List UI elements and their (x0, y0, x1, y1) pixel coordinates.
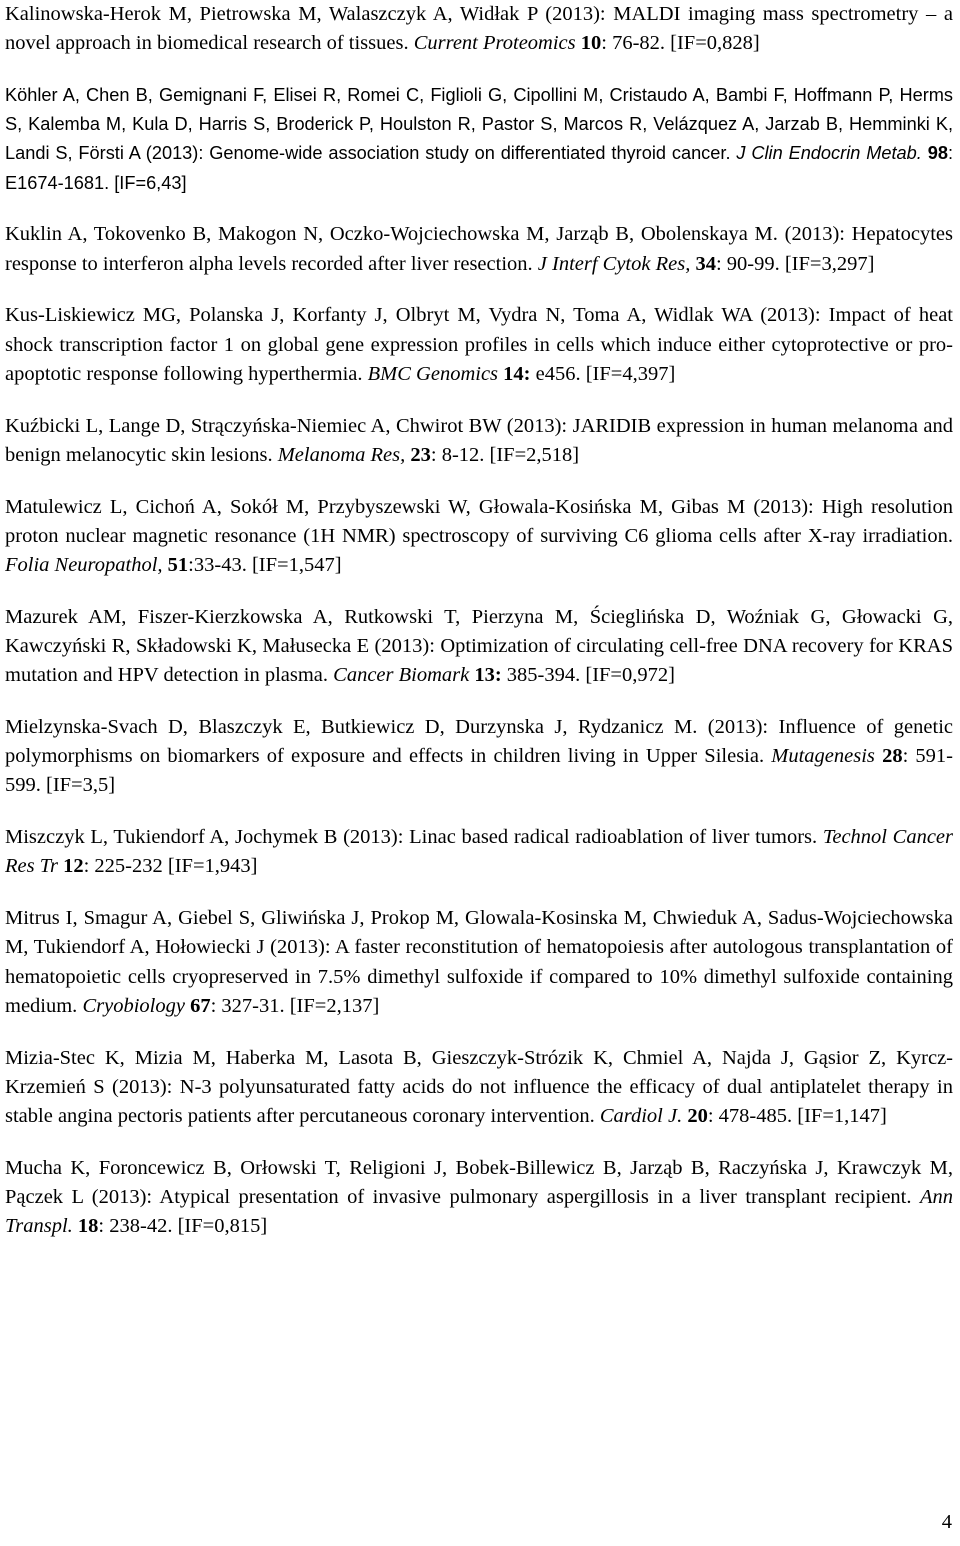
reference-volume: 10 (580, 32, 602, 55)
reference-pages: :33-43. (188, 554, 247, 577)
reference-journal: BMC Genomics (367, 362, 499, 385)
reference-journal: Technol Cancer Res Tr (5, 826, 954, 878)
reference-entry (5, 1044, 953, 1132)
reference-journal: Cryobiology (82, 994, 185, 1017)
reference-impact-factor: [IF=1,547] (251, 554, 342, 577)
reference-authors-title: Mazurek AM, Fiszer-Kierzkowska A, Rutkowski T, Pierzyna M, Ścieglińska D, Woźniak G, Głowacki G, Kawczyński R, Składowski K, Małusecka E (2013): Optimization of circulating cell-free DNA recovery for KRAS mutation and HPV detection in plasma. (5, 605, 953, 687)
reference-entry (5, 823, 953, 881)
reference-entry (5, 412, 953, 470)
reference-pages: e456. (530, 362, 581, 385)
reference-pages: : 478-485. (707, 1105, 793, 1128)
reference-impact-factor: [IF=1,147] (797, 1105, 887, 1128)
reference-volume: 18 (77, 1215, 99, 1238)
reference-entry (5, 1154, 953, 1242)
reference-entry (5, 603, 953, 691)
reference-pages: : 8-12. (430, 443, 485, 466)
reference-impact-factor: [IF=4,397] (585, 362, 676, 385)
reference-authors-title: Matulewicz L, Cichoń A, Sokół M, Przybyszewski W, Głowala-Kosińska M, Gibas M (2013): High resolution proton nuclear magnetic resonance (1H NMR) spectroscopy of surviving C6 glioma cells after X-ray irradiation. (5, 495, 953, 547)
reference-authors-title: Miszczyk L, Tukiendorf A, Jochymek B (2013): Linac based radical radioablation of liver tumors. (5, 826, 818, 849)
reference-impact-factor: [IF=0,828] (670, 32, 760, 55)
reference-entry (5, 904, 953, 1021)
reference-entry (5, 0, 953, 58)
reference-volume: 98 (927, 143, 948, 164)
reference-volume: 28 (882, 745, 903, 768)
reference-volume: 14: (503, 362, 531, 385)
reference-impact-factor: [IF=2,518] (489, 443, 580, 466)
reference-entry (5, 220, 953, 278)
reference-impact-factor: [IF=0,972] (585, 664, 675, 687)
reference-journal: Folia Neuropathol, (5, 554, 163, 577)
reference-impact-factor: [IF=2,137] (289, 994, 380, 1017)
reference-authors-title: Kalinowska-Herok M, Pietrowska M, Walaszczyk A, Widłak P (2013): MALDI imaging mass spectrometry – a novel approach in biomedical research of tissues. (5, 3, 953, 55)
reference-journal: Ann Transpl. (5, 1186, 953, 1238)
reference-authors-title: Köhler A, Chen B, Gemignani F, Elisei R, Romei C, Figlioli G, Cipollini M, Cristaudo A, Bambi F, Hoffmann P, Herms S, Kalemba M, Kula D, Harris S, Broderick P, Houlston R, Pastor S, Marcos R, Velázquez A, Jarzab B, Hemminki K, Landi S, Försti A (2013): Genome-wide association study on differentiated thyroid cancer. (5, 85, 953, 164)
reference-authors-title: Kuźbicki L, Lange D, Strączyńska-Niemiec A, Chwirot BW (2013): JARIDIB expression in human melanoma and benign melanocytic skin lesions. (5, 414, 953, 466)
reference-journal: Mutagenesis (771, 745, 875, 768)
page-number: 4 (941, 1511, 952, 1533)
reference-list (5, 0, 953, 1264)
reference-authors-title: Mucha K, Foroncewicz B, Orłowski T, Religioni J, Bobek-Billewicz B, Jarząb B, Raczyńska J, Krawczyk M, Pączek L (2013): Atypical presentation of invasive pulmonary aspergillosis in a liver transplant recipient. (5, 1156, 953, 1209)
reference-volume: 23 (410, 443, 431, 466)
reference-pages: : 327-31. (210, 994, 285, 1017)
reference-authors-title: Mizia-Stec K, Mizia M, Haberka M, Lasota B, Gieszczyk-Strózik K, Chmiel A, Najda J, Gąsior Z, Kyrcz-Krzemień S (2013): N-3 polyunsaturated fatty acids do not influence the efficacy of dual antiplatelet therapy in stable angina pectoris patients after percutaneous coronary intervention. (5, 1046, 953, 1128)
reference-authors-title: Mitrus I, Smagur A, Giebel S, Gliwińska J, Prokop M, Glowala-Kosinska M, Chwieduk A, Sadus-Wojciechowska M, Tukiendorf A, Hołowiecki J (2013): A faster reconstitution of hematopoiesis after autologous transplantation of hematopoietic cells cryopreserved in 7.5% dimethyl sulfoxide if compared to 10% dimethyl sulfoxide containing medium. (5, 907, 953, 1017)
reference-impact-factor: [IF=0,815] (177, 1215, 268, 1238)
reference-journal: Cardiol J. (599, 1105, 683, 1128)
reference-volume: 20 (687, 1105, 708, 1128)
reference-pages: : 591-599. (5, 745, 953, 797)
reference-volume: 13: (474, 664, 502, 687)
reference-journal: Cancer Biomark (333, 664, 470, 687)
reference-journal: Melanoma Res, (277, 443, 406, 466)
reference-authors-title: Kuklin A, Tokovenko B, Makogon N, Oczko-Wojciechowska M, Jarząb B, Obolenskaya M. (2013): Hepatocytes response to interferon alpha levels recorded after liver resection. (5, 223, 953, 275)
reference-entry (5, 493, 953, 581)
reference-volume: 12 (63, 855, 84, 878)
reference-pages: : E1674-1681. (5, 143, 954, 193)
reference-authors-title: Kus-Liskiewicz MG, Polanska J, Korfanty J, Olbryt M, Vydra N, Toma A, Widlak WA (2013): Impact of heat shock transcription factor 1 on global gene expression profiles in cells which induce either cytoprotective or pro-apoptotic response following hyperthermia. (5, 304, 953, 385)
reference-impact-factor: [IF=3,297] (784, 252, 875, 275)
reference-pages: : 90-99. (715, 252, 780, 275)
reference-pages: : 238-42. (98, 1215, 173, 1238)
reference-volume: 51 (167, 554, 189, 577)
reference-pages: 385-394. (501, 664, 581, 687)
reference-impact-factor: [IF=6,43] (114, 172, 187, 193)
reference-impact-factor: [IF=3,5] (46, 774, 116, 797)
reference-volume: 34 (695, 252, 716, 275)
reference-pages: : 225-232 (83, 855, 163, 878)
reference-impact-factor: [IF=1,943] (167, 855, 258, 878)
reference-volume: 67 (190, 994, 211, 1017)
reference-entry (5, 713, 953, 801)
reference-authors-title: Mielzynska-Svach D, Blaszczyk E, Butkiewicz D, Durzynska J, Rydzanicz M. (2013): Influence of genetic polymorphisms on biomarkers of exposure and effects in children living in Upper Silesia. (5, 716, 953, 768)
reference-entry (5, 81, 953, 198)
reference-entry (5, 301, 953, 389)
reference-pages: : 76-82. (601, 32, 666, 55)
reference-journal: Current Proteomics (413, 32, 576, 55)
reference-journal: J Interf Cytok Res, (537, 252, 691, 275)
reference-journal: J Clin Endocrin Metab. (736, 143, 922, 164)
